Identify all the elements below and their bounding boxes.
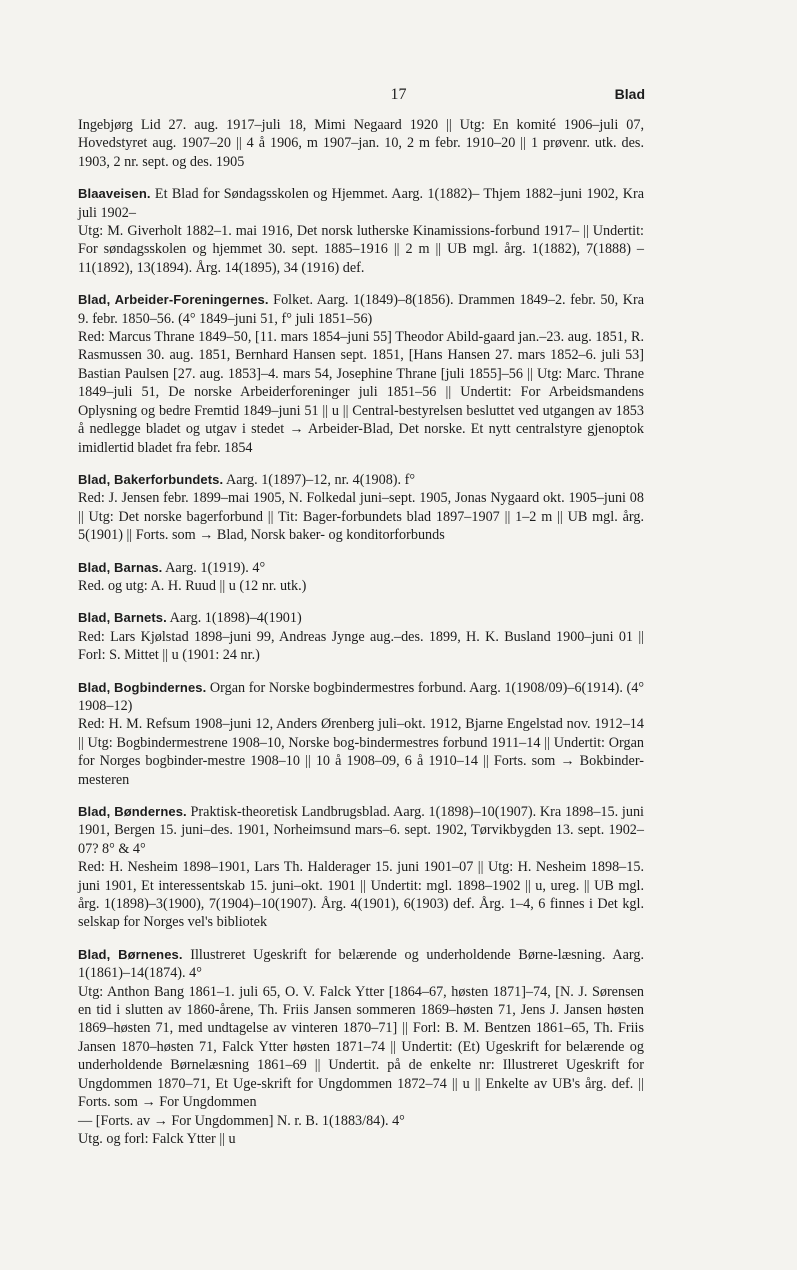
entry-barnets bbox=[78, 609, 644, 664]
page-number: 17 bbox=[390, 86, 407, 103]
entry-text: Red: H. M. Refsum 1908–juni 12, Anders Ørenberg juli–okt. 1912, Bjarne Engelstad nov. 1912–14 || Utg: Bogbindermestrene 1908–10, Norske bog-bindermestres forbund 1911–14 || Undertit: Organ for Norges bogbinder-mestre 1908–10 || 10 å 1908–09, 6 å 1910–14 || Forts. som → Bokbinder-mesteren bbox=[78, 716, 644, 788]
entry-text: Illustreret Ugeskrift for belærende og underholdende Børne-læsning. Aarg. 1(1861)–14(1874). 4° bbox=[78, 946, 644, 982]
entry-line bbox=[78, 679, 644, 716]
entry-line bbox=[78, 471, 644, 489]
page-body bbox=[78, 116, 644, 1162]
entry-bornenes bbox=[78, 946, 644, 1148]
entry-title: Blad, Børnenes. bbox=[78, 946, 183, 962]
entry-text: Aarg. 1(1897)–12, nr. 4(1908). f° bbox=[223, 471, 416, 488]
entry-title: Blaaveisen. bbox=[78, 186, 151, 202]
entry-text: — [Forts. av → For Ungdommen] N. r. B. 1(1883/84). 4° bbox=[78, 1112, 405, 1129]
entry-continuation bbox=[78, 116, 644, 171]
entry-text: Aarg. 1(1919). 4° bbox=[162, 559, 266, 576]
entry-text: Organ for Norske bogbindermestres forbund. Aarg. 1(1908/09)–6(1914). (4° 1908–12) bbox=[78, 679, 644, 714]
entry-title: Blad, Barnas. bbox=[78, 559, 163, 575]
entry-line bbox=[78, 946, 644, 983]
entry-title: Blad, Barnets. bbox=[78, 610, 167, 626]
entry-text: Utg: Anthon Bang 1861–1. juli 65, O. V. Falck Ytter [1864–67, høsten 1871]–74, [N. J. Sørensen en tid i slutten av 1860-årene, Th. Friis Jansen sommeren 1869–høsten 71, Jens J. Jansen høsten 1869–høsten 71, med undtagelse av vinteren 1870–71] || Forl: B. M. Bentzen 1861–65, Th. Friis Jansen 1870–høsten 71, Falck Ytter høsten 1871–74 || Undertit: (Et) Ugeskrift for belærende og underholdende Børnelæsning 1861–69 || Undertit. på de enkelte nr: Illustreret Ugeskrift for Ungdommen 1870–71, Et Uge-skrift for Ungdommen 1872–74 || u || Enkelte av UB's årg. def. || Forts. som → For Ungdommen bbox=[78, 983, 644, 1111]
running-head: Blad bbox=[614, 86, 645, 102]
entry-line bbox=[78, 291, 644, 328]
entry-bogbindernes bbox=[78, 679, 644, 789]
entry-text: Utg. og forl: Falck Ytter || u bbox=[78, 1130, 236, 1147]
entry-title: Blad, Bogbindernes. bbox=[78, 679, 207, 695]
entry-text: Aarg. 1(1898)–4(1901) bbox=[166, 610, 302, 627]
entry-bondernes bbox=[78, 803, 644, 932]
entry-bakerforbundets bbox=[78, 471, 644, 545]
entry-line bbox=[78, 559, 644, 577]
entry-text: Red. og utg: A. H. Ruud || u (12 nr. utk.) bbox=[78, 577, 307, 594]
entry-line bbox=[78, 803, 644, 858]
entry-title: Blad, Arbeider-Foreningernes. bbox=[78, 292, 269, 308]
entry-text: Praktisk-theoretisk Landbrugsblad. Aarg. 1(1898)–10(1907). Kra 1898–15. juni 1901, Bergen 15. juni–des. 1901, Norheimsund mars–6. sept. 1902, Tørvikbygden 13. sept. 1902–07? 8° & 4° bbox=[78, 804, 644, 857]
entry-line bbox=[78, 185, 644, 222]
entry-title: Blad, Bakerforbundets. bbox=[78, 471, 224, 487]
entry-text: Red: Marcus Thrane 1849–50, [11. mars 1854–juni 55] Theodor Abild-gaard jan.–23. aug. 1851, R. Rasmussen 30. aug. 1851, Bernhard Hansen sept. 1851, [Hans Hansen 27. mars 1852–6. juli 53] Bastian Paulsen [27. aug. 1853]–4. mars 54, Josephine Thrane [juli 1855]–56 || Utg: Marc. Thrane 1849–juli 51, De norske Arbeiderforeninger juli 1851–56 || Undertit: For Arbeidsmandens Oplysning og bedre Fremtid 1849–juni 51 || u || Central-bestyrelsen besluttet ved utgangen av 1853 å nedlegge bladet og utgav i stedet → Arbeider-Blad, Det norske. Et nytt centralstyre gjenoptok imidlertid bladet fra febr. 1854 bbox=[78, 329, 644, 456]
entry-text: Utg: M. Giverholt 1882–1. mai 1916, Det norsk lutherske Kinamissions-forbund 1917– || Undertit: For søndagsskolen og hjemmet 30. sept. 1885–1916 || 2 m || UB mgl. årg. 1(1882), 7(1888) – 11(1892), 13(1894). Årg. 14(1895), 34 (1916) def. bbox=[78, 223, 644, 276]
entry-text: Et Blad for Søndagsskolen og Hjemmet. Aarg. 1(1882)– Thjem 1882–juni 1902, Kra juli 1902– bbox=[78, 186, 644, 221]
entry-title: Blad, Bøndernes. bbox=[78, 804, 187, 819]
entry-text: Red: J. Jensen febr. 1899–mai 1905, N. Folkedal juni–sept. 1905, Jonas Nygaard okt. 1905–juni 08 || Utg: Det norske bagerforbund || Tit: Bager-forbundets blad 1897–1907 || 1–2 m || UB mgl. årg. 5(1901) || Forts. som → Blad, Norsk baker- og konditorforbunds bbox=[78, 490, 644, 544]
entry-line bbox=[78, 609, 644, 627]
entry-text: Red: Lars Kjølstad 1898–juni 99, Andreas Jynge aug.–des. 1899, H. K. Busland 1900–juni 01 || Forl: S. Mittet || u (1901: 24 nr.) bbox=[78, 628, 644, 664]
entry-blaaveisen bbox=[78, 185, 644, 277]
entry-text: Ingebjørg Lid 27. aug. 1917–juli 18, Mimi Negaard 1920 || Utg: En komité 1906–juli 07, Hovedstyret aug. 1907–20 || 4 å 1906, m 1907–jan. 10, 2 m febr. 1910–20 || 1 prøvenr. utk. des. 1903, 2 nr. sept. og des. 1905 bbox=[78, 117, 644, 170]
entry-barnas bbox=[78, 559, 644, 596]
entry-text: Red: H. Nesheim 1898–1901, Lars Th. Halderager 15. juni 1901–07 || Utg: H. Nesheim 1898–15. juni 1901, Et interessentskab 15. juni–okt. 1901 || Undertit: mgl. 1898–1902 || u, ureg. || UB mgl. årg. 1(1898)–3(1900), 7(1904)–10(1907). Årg. 4(1901), 6(1903) def. Årg. 1–4, 6 finnes i Det kgl. selskap for Norges vel's bibliotek bbox=[78, 859, 644, 931]
entry-text: Folket. Aarg. 1(1849)–8(1856). Drammen 1849–2. febr. 50, Kra 9. febr. 1850–56. (4° 1849–juni 51, f° juli 1851–56) bbox=[78, 292, 645, 327]
entry-arbeider-foreningernes bbox=[78, 291, 644, 457]
